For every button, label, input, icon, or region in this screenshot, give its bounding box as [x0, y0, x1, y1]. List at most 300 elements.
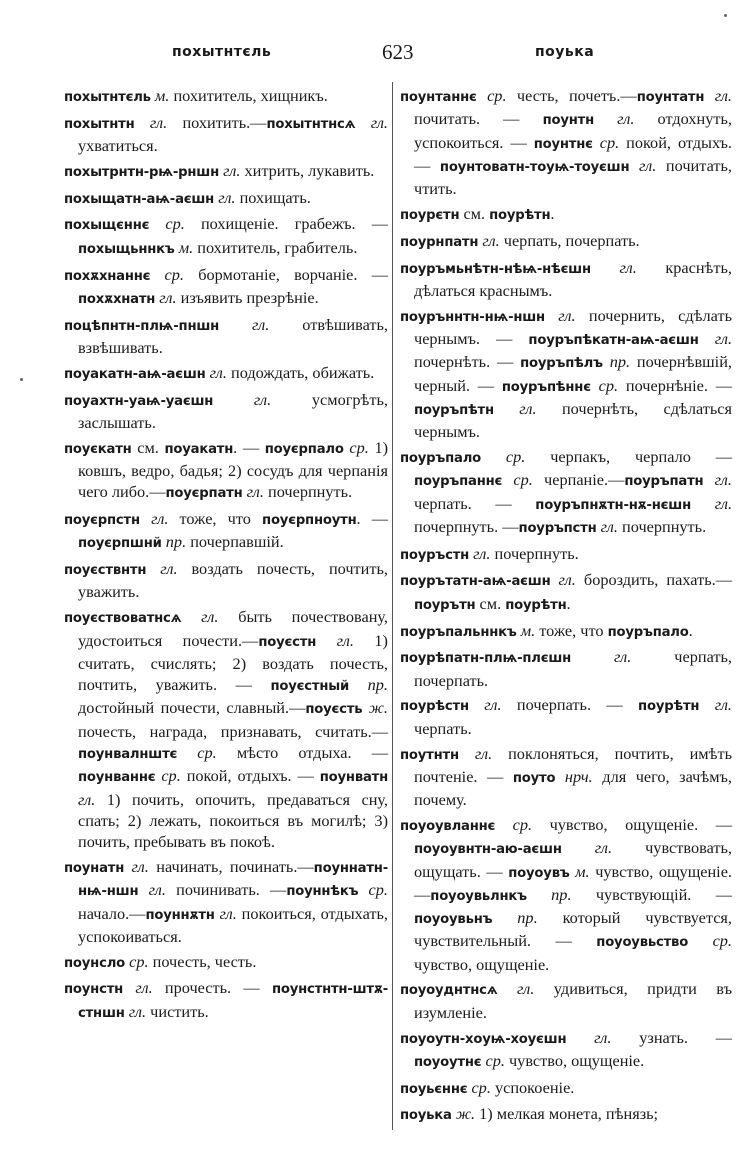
entry-text: [124, 857, 131, 876]
entry-text: [219, 315, 252, 334]
entry-text: почесть, честь.: [148, 951, 257, 971]
entry-text: подождать, обижать.: [226, 362, 375, 382]
grammar-label: гл.: [131, 857, 149, 876]
entry-text: [140, 509, 151, 528]
grammar-label: гл.: [714, 695, 732, 715]
dictionary-entry: [64, 213, 388, 260]
entry-text: черпать. —: [414, 493, 536, 513]
entry-text: черпать.: [414, 718, 472, 738]
entry-text: 1) мелкая монета, пѣнязь;: [475, 1104, 659, 1124]
entry-text: [181, 607, 201, 626]
dictionary-entry: [400, 1027, 732, 1074]
entry-text: чувство, ощущеніе.—: [414, 861, 732, 904]
entry-text: [135, 113, 150, 132]
grammar-label: пр.: [367, 675, 388, 695]
entry-text: [481, 447, 506, 466]
grammar-label: ср.: [368, 880, 388, 900]
entry-headword: поунатн: [64, 861, 125, 876]
grammar-label: гл.: [336, 630, 354, 650]
entry-text: черпать, почерпать.: [414, 647, 732, 690]
right-running-headword: поуька: [535, 44, 595, 60]
entry-text: бороздить, пахать.—: [575, 570, 732, 590]
grammar-label: ср.: [349, 437, 369, 457]
entry-text: см.: [459, 203, 490, 223]
entry-cross-reference: поурѣтн: [489, 207, 551, 223]
grammar-label: гл.: [714, 470, 732, 490]
entry-text: почернѣніе. —: [618, 375, 733, 395]
entry-cross-reference: поуннѫтн: [145, 907, 215, 923]
entry-text: почерпавшій.: [186, 532, 284, 552]
grammar-label: нрч.: [564, 766, 593, 786]
grammar-label: м.: [154, 86, 170, 105]
entry-text: почернѣть. —: [414, 352, 521, 372]
grammar-label: пр.: [551, 884, 572, 904]
grammar-label: ср.: [485, 1050, 505, 1070]
entry-headword: поуоуднтнсѧ: [400, 983, 498, 999]
entry-headword: поунстн: [64, 982, 124, 998]
entry-text: [149, 214, 165, 233]
entry-headword: похытнтєль: [64, 90, 151, 105]
entry-text: [562, 838, 595, 857]
grammar-label: гл.: [219, 903, 237, 923]
dictionary-entry: [400, 230, 732, 253]
entry-text: [704, 86, 714, 105]
entry-text: [146, 559, 160, 578]
entry-text: черпать, почерпать.: [499, 230, 640, 250]
entry-text: ухватиться.: [78, 136, 158, 156]
entry-text: .: [688, 620, 693, 640]
entry-text: воздать почесть, почтить, уважить.: [78, 559, 388, 602]
grammar-label: ж.: [455, 1104, 476, 1124]
grammar-label: гл.: [714, 86, 732, 105]
entry-text: [593, 133, 600, 152]
entry-text: почерпнуть.: [263, 482, 353, 502]
entry-text: честь, почетъ.—: [506, 86, 637, 105]
grammar-label: пр.: [165, 532, 187, 552]
grammar-label: ср.: [513, 470, 533, 490]
entry-text: почесть, награда, признавать, считать.—: [78, 721, 388, 741]
entry-headword: поуръпальннкъ: [400, 624, 517, 640]
entry-cross-reference: поуръпатн: [624, 474, 704, 490]
dictionary-entry: [400, 743, 732, 811]
entry-cross-reference: поуръпало: [607, 624, 689, 640]
entry-text: . —: [356, 509, 388, 529]
grammar-label: ср.: [512, 814, 533, 834]
entry-headword: поуєствоватнсѧ: [64, 611, 182, 627]
entry-headword: поуьєннє: [400, 1081, 468, 1097]
grammar-label: гл.: [517, 979, 535, 999]
entry-text: [703, 470, 714, 489]
entry-headword: поунтаннє: [400, 90, 477, 105]
grammar-label: гл.: [252, 314, 270, 334]
entry-text: .: [566, 593, 571, 613]
entry-text: начало.—: [78, 903, 146, 923]
grammar-label: гл.: [160, 559, 178, 579]
entry-text: для чего, зачѣмъ, почему.: [414, 766, 732, 810]
entry-text: [459, 744, 475, 763]
entry-text: покоиться, отдыхать, успокоиваться.: [78, 903, 388, 946]
dictionary-entry: [400, 1103, 732, 1126]
entry-text: [603, 352, 610, 371]
entry-text: почитать, чтить.: [414, 155, 732, 199]
entry-headword: похытнтн: [64, 116, 135, 132]
entry-headword: поцѣпнтн-плѩ-пншн: [64, 318, 220, 334]
dictionary-entry: [400, 646, 732, 691]
dictionary-entry: [64, 314, 388, 359]
dictionary-entry: [400, 620, 732, 643]
entry-cross-reference: поуоувъ: [508, 865, 570, 881]
entry-text: успокоеніе.: [490, 1077, 575, 1097]
entry-cross-reference: похѫхнатн: [78, 291, 156, 307]
entry-cross-reference: поуто: [512, 770, 556, 786]
grammar-label: гл.: [148, 880, 166, 900]
grammar-label: гл.: [558, 570, 576, 590]
scan-speck: [724, 14, 727, 17]
entry-text: похититель, грабитель.: [193, 237, 358, 257]
entry-text: 1) считать, счислять; 2) воздать почесть, почтить, уважить. —: [78, 630, 388, 695]
grammar-label: м.: [178, 237, 194, 257]
grammar-label: ср.: [161, 766, 181, 786]
dictionary-entry: [400, 543, 732, 566]
entry-text: [566, 1028, 594, 1047]
dictionary-entry: [64, 362, 388, 385]
grammar-label: гл.: [370, 112, 388, 132]
entry-headword: похѫхнаннє: [64, 268, 151, 284]
entry-text: [495, 815, 512, 834]
grammar-label: гл.: [78, 789, 96, 809]
dictionary-entry: [64, 85, 388, 108]
grammar-label: гл.: [149, 112, 168, 132]
entry-headword: поуръпало: [400, 450, 482, 466]
grammar-label: гл.: [617, 109, 635, 129]
entry-text: покой, отдыхъ. —: [414, 132, 732, 175]
grammar-label: гл.: [159, 287, 177, 307]
entry-text: [629, 156, 639, 175]
entry-cross-reference: поунтоватн-тоуѩ-тоуєшн: [439, 159, 630, 175]
entry-cross-reference: похытнтнсѧ: [266, 116, 356, 132]
grammar-label: гл.: [223, 160, 241, 180]
entry-cross-reference: поуєрпало: [264, 441, 344, 457]
grammar-label: гл.: [253, 389, 272, 409]
dictionary-entry: [400, 978, 732, 1023]
column-divider: [392, 82, 393, 1130]
entry-headword: поуоутн-хоуѩ-хоуєшн: [400, 1031, 567, 1047]
dictionary-entry: [64, 160, 388, 183]
entry-text: см.: [131, 437, 165, 457]
dictionary-entry: [64, 856, 388, 947]
entry-cross-reference: поуръпѣкатн-аѩ-аєшн: [528, 332, 699, 348]
grammar-label: гл.: [218, 187, 236, 207]
grammar-label: гл.: [558, 305, 576, 325]
dictionary-entry: [64, 977, 388, 1024]
entry-text: начинать, починать.—: [148, 857, 314, 876]
grammar-label: гл.: [474, 743, 493, 763]
entry-cross-reference: поуакатн: [164, 441, 234, 457]
entry-text: почерпнуть. —: [414, 516, 519, 536]
grammar-label: гл.: [484, 695, 502, 715]
dictionary-entry: [64, 951, 388, 974]
grammar-label: гл.: [594, 838, 613, 858]
dictionary-entry: [64, 389, 388, 434]
entry-text: удивиться, придти въ изумленіе.: [414, 979, 732, 1022]
grammar-label: гл.: [135, 978, 153, 998]
entry-headword: поурѣстн: [400, 699, 469, 715]
running-header: [60, 40, 712, 70]
entry-text: [571, 647, 614, 666]
entry-text: почернѣвшій, черный. —: [414, 352, 732, 395]
entry-cross-reference: поуоутнє: [414, 1054, 482, 1070]
grammar-label: ср.: [165, 214, 185, 234]
entry-text: похититель, хищникъ.: [169, 86, 328, 105]
entry-text: почерпать. —: [501, 695, 639, 715]
entry-text: [213, 390, 254, 409]
grammar-label: гл.: [614, 647, 632, 667]
dictionary-entry: [400, 694, 732, 739]
entry-cross-reference: поуєрпшнй: [78, 536, 162, 552]
dictionary-entry: [400, 1077, 732, 1100]
entry-text: почерпнуть.: [490, 543, 579, 563]
entry-headword: похыщатн-аѩ-аєшн: [64, 191, 215, 207]
entry-text: тоже, что: [168, 509, 263, 529]
entry-text: [498, 979, 517, 998]
entry-text: [477, 86, 487, 105]
grammar-label: пр.: [609, 352, 631, 372]
entry-text: изъявить презрѣніе.: [176, 287, 319, 307]
grammar-label: гл.: [714, 328, 733, 348]
entry-text: 1) ковшъ, ведро, бадья; 2) сосудъ для черпанія чего либо.—: [78, 437, 389, 502]
entry-cross-reference: поурътн: [414, 597, 476, 613]
entry-text: бормотаніе, ворчаніе. —: [183, 264, 389, 284]
dictionary-entry: [64, 437, 388, 505]
grammar-label: гл.: [638, 155, 657, 175]
grammar-label: м.: [575, 861, 590, 881]
entry-text: тоже, что: [535, 620, 608, 640]
entry-cross-reference: поуннатн-нѩ-ншн: [78, 861, 388, 900]
entry-headword: поуєствнтн: [64, 563, 147, 579]
entry-text: [138, 880, 148, 899]
entry-text: чувствующій. —: [571, 884, 732, 904]
entry-cross-reference: поуєрпноутн: [262, 513, 357, 529]
entry-cross-reference: поунвалнштє: [78, 747, 178, 763]
dictionary-entry: [400, 85, 732, 199]
entry-cross-reference: поуръпѣтн: [414, 402, 494, 418]
entry-text: почерпнуть.: [617, 516, 707, 536]
entry-text: [494, 399, 519, 418]
grammar-label: гл.: [714, 493, 733, 513]
entry-text: покой, отдыхъ. —: [180, 766, 320, 786]
dictionary-entry: [64, 558, 388, 603]
entry-text: чувство, ощущеніе.: [414, 954, 550, 974]
entry-headword: поурєтн: [400, 207, 460, 223]
entry-headword: поурѣпатн-плѩ-плєшн: [400, 651, 572, 667]
entry-text: [688, 931, 713, 950]
entry-cross-reference: поунваннє: [78, 770, 156, 786]
entry-cross-reference: поуннѣкъ: [286, 884, 359, 900]
grammar-label: гл.: [473, 543, 491, 563]
entry-cross-reference: поурѣтн: [638, 699, 700, 715]
entry-text: прочесть. —: [152, 978, 272, 998]
grammar-label: гл.: [600, 516, 618, 536]
entry-text: [699, 695, 714, 714]
entry-cross-reference: поуръпаннє: [414, 474, 503, 490]
entry-text: хитрить, лукавить.: [240, 160, 375, 180]
entry-text: почернѣть, сдѣлаться чернымъ.: [414, 398, 732, 442]
entry-text: [527, 885, 551, 904]
grammar-label: гл.: [594, 1027, 612, 1047]
entry-text: [591, 258, 620, 277]
entry-text: [123, 978, 135, 997]
left-running-headword: похытнтєль: [172, 44, 272, 60]
entry-cross-reference: поуєрпатн: [165, 486, 243, 502]
dictionary-entry: [400, 569, 732, 616]
grammar-label: гл.: [619, 257, 637, 277]
entry-text: мѣсто отдыха. —: [216, 743, 388, 763]
entry-text: [550, 570, 558, 589]
grammar-label: пр.: [517, 908, 538, 928]
entry-text: [177, 743, 197, 762]
entry-headword: поуєрпстн: [64, 513, 140, 529]
page-number: 623: [382, 40, 414, 64]
entry-text: [502, 470, 513, 489]
grammar-label: гл.: [128, 1001, 147, 1021]
grammar-label: гл.: [209, 362, 227, 382]
entry-text: см.: [475, 593, 506, 613]
right-column: [400, 85, 732, 1130]
entry-headword: поуька: [400, 1108, 452, 1124]
entry-text: [545, 306, 558, 325]
dictionary-entry: [400, 814, 732, 975]
entry-headword: поуакатн-аѩ-аєшн: [64, 366, 206, 382]
entry-text: почитать. —: [414, 109, 543, 129]
entry-text: [555, 767, 565, 786]
entry-text: [469, 695, 484, 714]
entry-text: узнать. —: [611, 1027, 732, 1047]
entry-headword: поурътатн-аѩ-аєшн: [400, 574, 551, 590]
entry-text: [316, 631, 337, 650]
entry-text: . —: [233, 437, 265, 457]
entry-cross-reference: поуръпстн: [518, 520, 597, 536]
entry-text: который чувствуется, чувствительный. —: [414, 908, 732, 951]
entry-text: 1) почить, опочить, предаваться сну, спать; 2) лежать, покоиться въ могилѣ; 3) почить, пребывать въ покоѣ.: [78, 789, 388, 852]
entry-text: [699, 329, 715, 348]
entry-headword: похытрнтн-рѩ-рншн: [64, 164, 219, 180]
entry-text: чувство, ощущеніе. —: [532, 814, 732, 834]
grammar-label: ср.: [712, 931, 732, 951]
dictionary-entry: [64, 508, 388, 555]
dictionary-entry: [64, 187, 388, 210]
entry-text: [355, 113, 370, 132]
entry-cross-reference: поурѣтн: [505, 597, 567, 613]
grammar-label: ср.: [164, 264, 184, 284]
entry-cross-reference: поуєсть: [305, 702, 363, 718]
entry-headword: поуръстн: [400, 547, 470, 563]
grammar-label: гл.: [519, 398, 537, 418]
entry-headword: поутнтн: [400, 747, 459, 763]
entry-text: краснѣть, дѣлаться краснымъ.: [414, 257, 732, 300]
entry-cross-reference: поуоувьнъ: [414, 912, 493, 928]
entry-cross-reference: поуръпѣлъ: [520, 356, 603, 372]
entry-text: достойный почести, славный.—: [78, 698, 306, 718]
scan-speck: [20, 378, 23, 381]
entry-text: чувство, ощущеніе.: [504, 1050, 645, 1070]
entry-headword: поуахтн-уаѩ-уаєшн: [64, 393, 214, 409]
entry-headword: поуєкатн: [64, 441, 132, 457]
entry-text: .: [550, 203, 555, 223]
entry-cross-reference: поуоувьство: [596, 935, 689, 951]
grammar-label: ср.: [197, 743, 217, 763]
entry-text: отдохнуть, успокоиться. —: [414, 109, 732, 152]
grammar-label: гл.: [151, 509, 169, 529]
entry-text: похищеніе. грабежъ. —: [184, 214, 388, 234]
grammar-label: ср.: [599, 132, 620, 152]
entry-cross-reference: поунтн: [542, 113, 594, 129]
grammar-label: гл.: [201, 607, 219, 627]
entry-text: [150, 265, 164, 284]
entry-text: починивать. —: [165, 880, 287, 900]
entry-cross-reference: поуръпнѫтн-нѫ-нєшн: [535, 497, 692, 513]
entry-cross-reference: поуръпѣннє: [501, 379, 591, 395]
entry-text: [591, 376, 599, 395]
grammar-label: ср.: [598, 375, 619, 395]
entry-cross-reference: поунтатн: [636, 90, 705, 105]
dictionary-entry: [400, 203, 732, 226]
dictionary-entry: [400, 257, 732, 302]
entry-text: [358, 880, 368, 899]
grammar-label: ж.: [368, 698, 388, 718]
entry-text: поклоняться, почтить, имѣть почтеніе. —: [414, 743, 732, 786]
entry-cross-reference: поуоувнтн-аю-аєшн: [414, 842, 562, 858]
entry-text: [691, 494, 715, 513]
entry-text: усмогрѣть, заслышать.: [78, 389, 388, 432]
entry-text: чувствовать, ощущать. —: [414, 838, 732, 881]
dictionary-entry: [400, 305, 732, 443]
entry-headword: поуоувланнє: [400, 818, 496, 834]
entry-cross-reference: поунватн: [319, 770, 389, 786]
entry-headword: поурнпатн: [400, 234, 479, 250]
grammar-label: ср.: [471, 1077, 491, 1097]
grammar-label: гл.: [482, 230, 500, 250]
entry-text: чистить.: [146, 1001, 209, 1021]
grammar-label: ср.: [487, 86, 507, 105]
grammar-label: м.: [520, 620, 536, 640]
entry-text: похищать.: [235, 187, 311, 207]
entry-text: [349, 675, 368, 694]
entry-cross-reference: поунстнтн-штѫ-стншн: [78, 982, 388, 1021]
entry-headword: поуръмьнѣтн-нѣѩ-нѣєшн: [400, 261, 591, 277]
grammar-label: гл.: [246, 482, 264, 502]
grammar-label: ср.: [505, 446, 526, 466]
entry-cross-reference: поуєстн: [258, 634, 317, 650]
dictionary-entry: [64, 606, 388, 852]
entry-text: [594, 109, 617, 128]
entry-text: похитить.—: [167, 112, 267, 132]
dictionary-entry: [64, 112, 388, 157]
entry-cross-reference: поуєстный: [270, 679, 350, 695]
entry-cross-reference: поуоувьлнкъ: [430, 888, 527, 904]
dictionary-entry: [64, 264, 388, 311]
entry-text: почернить, сдѣлать чернымъ. —: [414, 305, 732, 348]
left-column: [64, 85, 388, 1028]
entry-cross-reference: похыщьннкъ: [78, 241, 175, 257]
grammar-label: ср.: [129, 951, 149, 971]
entry-headword: поуръннтн-нѩ-ншн: [400, 309, 545, 325]
entry-headword: поунсло: [64, 955, 126, 971]
dictionary-entry: [400, 446, 732, 539]
entry-headword: похыщєннє: [64, 218, 150, 234]
entry-text: [492, 908, 517, 927]
entry-cross-reference: поунтнє: [533, 136, 593, 152]
entry-text: черпакъ, черпало —: [525, 446, 732, 466]
